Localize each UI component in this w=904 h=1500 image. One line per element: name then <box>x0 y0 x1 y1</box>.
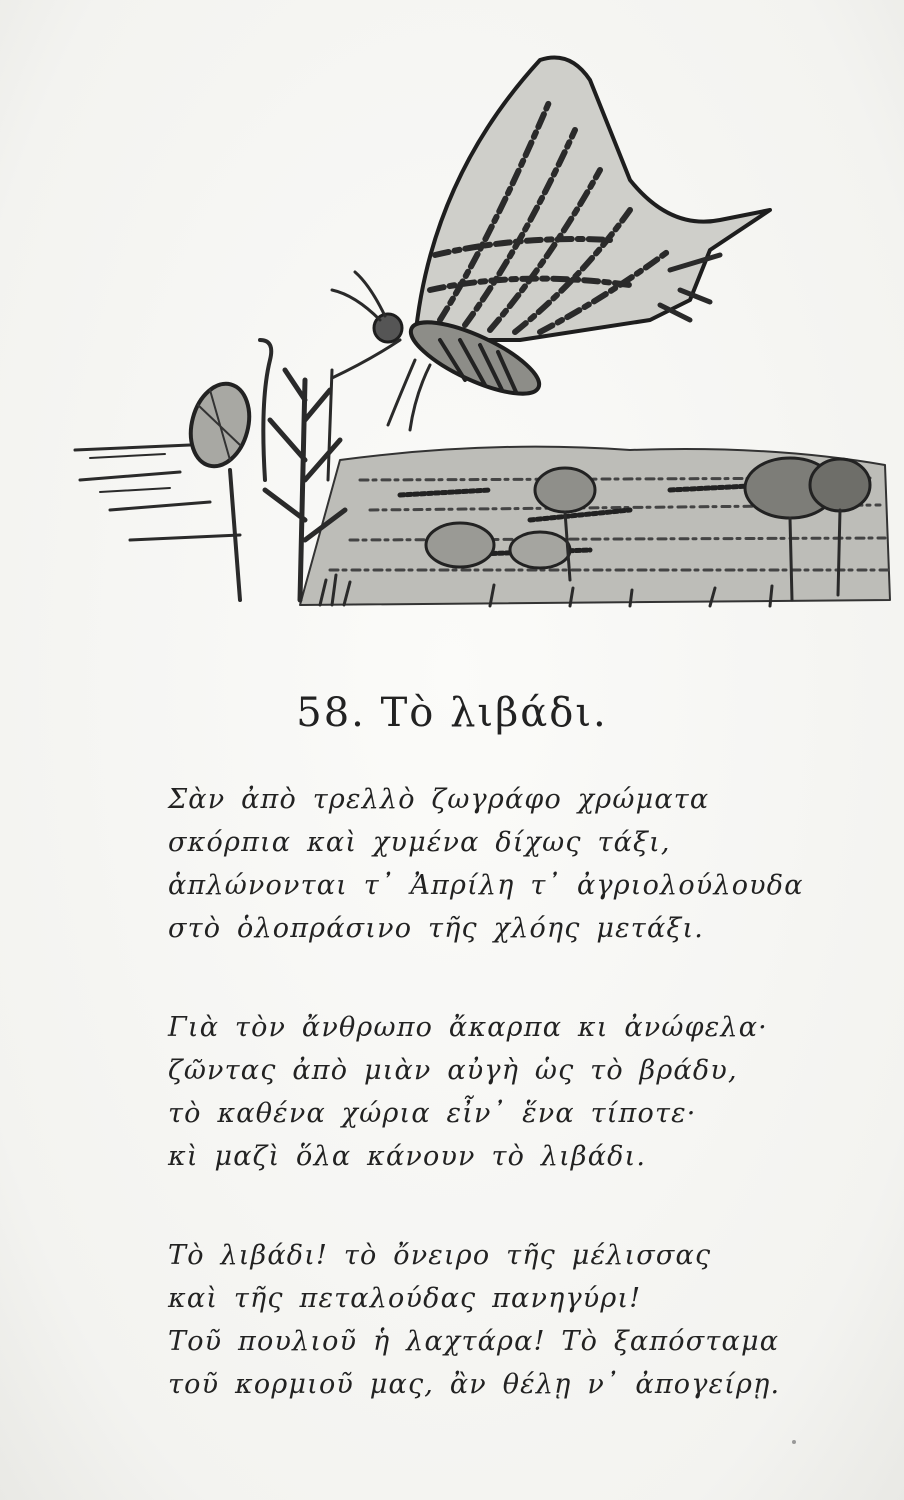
poem-body <box>168 778 828 1462</box>
poem-line: σκόρπια καὶ χυμένα δίχως τάξι, <box>168 827 671 858</box>
paper-speck <box>792 1440 796 1444</box>
poem-line: καὶ τῆς πεταλούδας πανηγύρι! <box>168 1283 642 1314</box>
stanza <box>168 1006 828 1178</box>
stanza <box>168 778 828 950</box>
stanza <box>168 1234 828 1406</box>
poem-line: κὶ μαζὶ ὅλα κάνουν τὸ λιβάδι. <box>168 1141 647 1172</box>
poem-line: Γιὰ τὸν ἄνθρωπο ἄκαρπα κι ἀνώφελα· <box>168 1012 768 1043</box>
butterfly-meadow-illustration <box>70 40 900 620</box>
poem-line: Σὰν ἀπὸ τρελλὸ ζωγράφο χρώματα <box>168 784 710 815</box>
poem-title: 58. Τὸ λιβάδι. <box>296 690 608 736</box>
poem-line: τὸ καθένα χώρια εἶν᾽ ἕνα τίποτε· <box>168 1098 697 1129</box>
poem-line: ἁπλώνονται τ᾽ Ἀπρίλη τ᾽ ἀγριολούλουδα <box>168 870 804 901</box>
poem-line: τοῦ κορμιοῦ μας, ἂν θέλῃ ν᾽ ἀπογείρῃ. <box>168 1369 781 1400</box>
poem-line: Τὸ λιβάδι! τὸ ὄνειρο τῆς μέλισσας <box>168 1240 712 1271</box>
poem-line: Τοῦ πουλιοῦ ἡ λαχτάρα! Τὸ ξαπόσταμα <box>168 1326 780 1357</box>
poem-line: ζῶντας ἀπὸ μιὰν αὐγὴ ὡς τὸ βράδυ, <box>168 1055 738 1086</box>
poem-line: στὸ ὁλοπράσινο τῆς χλόης μετάξι. <box>168 913 705 944</box>
